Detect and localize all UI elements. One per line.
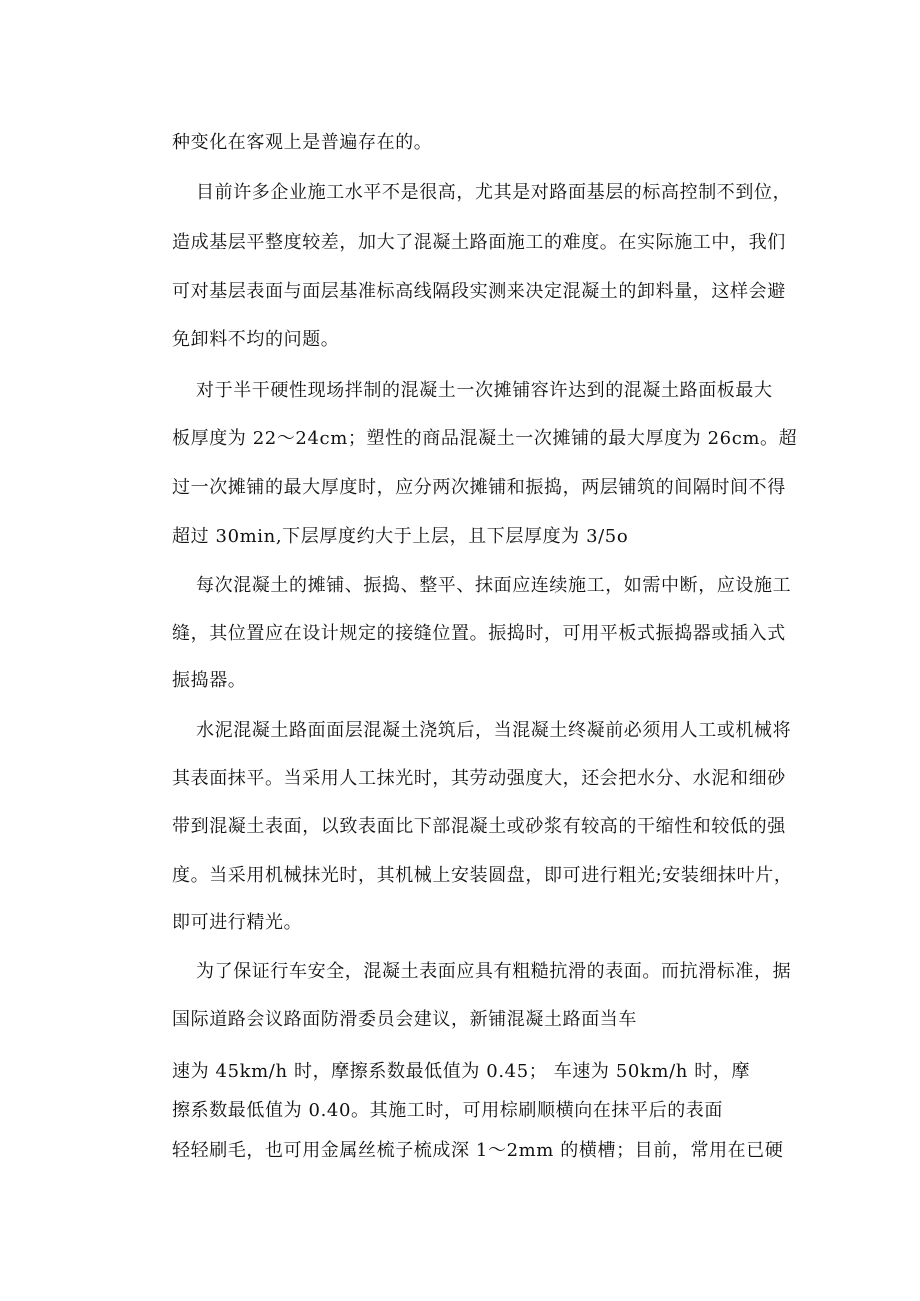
paragraph-line: 缝，其位置应在设计规定的接缝位置。振捣时，可用平板式振捣器或插入式 bbox=[172, 623, 786, 644]
paragraph-line: 为了保证行车安全，混凝土表面应具有粗糙抗滑的表面。而抗滑标准，据 bbox=[196, 961, 792, 982]
paragraph-line: 速为 45km∕h 时，摩擦系数最低值为 0.45； 车速为 50km∕h 时，摩 bbox=[172, 1061, 751, 1082]
paragraph-line: 国际道路会议路面防滑委员会建议，新铺混凝土路面当车 bbox=[172, 1009, 637, 1030]
paragraph-line: 可对基层表面与面层基准标高线隔段实测来决定混凝土的卸料量，这样会避 bbox=[172, 281, 786, 302]
paragraph-line: 板厚度为 22～24cm；塑性的商品混凝土一次摊铺的最大厚度为 26cm。超 bbox=[172, 428, 798, 449]
paragraph-line: 每次混凝土的摊铺、振捣、整平、抹面应连续施工，如需中断，应设施工 bbox=[196, 575, 792, 596]
paragraph-line: 造成基层平整度较差，加大了混凝土路面施工的难度。在实际施工中，我们 bbox=[172, 232, 786, 253]
paragraph-line: 振捣器。 bbox=[172, 670, 247, 691]
paragraph-line: 水泥混凝土路面面层混凝土浇筑后，当混凝土终凝前必须用人工或机械将 bbox=[196, 720, 792, 741]
paragraph-line: 免卸料不均的问题。 bbox=[172, 329, 340, 350]
paragraph-line: 目前许多企业施工水平不是很高，尤其是对路面基层的标高控制不到位， bbox=[196, 182, 792, 203]
paragraph-line: 其表面抹平。当采用人工抹光时，其劳动强度大，还会把水分、水泥和细砂 bbox=[172, 768, 786, 789]
paragraph-line: 种变化在客观上是普遍存在的。 bbox=[172, 132, 433, 153]
paragraph-line: 过一次摊铺的最大厚度时，应分两次摊铺和振捣，两层铺筑的间隔时间不得 bbox=[172, 477, 786, 498]
paragraph-line: 轻轻刷毛，也可用金属丝梳子梳成深 1～2mm 的横槽；目前，常用在已硬 bbox=[172, 1140, 784, 1161]
paragraph-line: 对于半干硬性现场拌制的混凝土一次摊铺容许达到的混凝土路面板最大 bbox=[196, 380, 773, 401]
paragraph-line: 带到混凝土表面，以致表面比下部混凝土或砂浆有较高的干缩性和较低的强 bbox=[172, 816, 786, 837]
paragraph-line: 即可进行精光。 bbox=[172, 912, 303, 933]
paragraph-line: 超过 30min,下层厚度约大于上层，且下层厚度为 3/5o bbox=[172, 526, 629, 547]
paragraph-line: 度。当采用机械抹光时，其机械上安装圆盘，即可进行粗光;安装细抹叶片， bbox=[172, 865, 793, 886]
paragraph-line: 擦系数最低值为 0.40。其施工时，可用棕刷顺横向在抹平后的表面 bbox=[172, 1100, 723, 1121]
